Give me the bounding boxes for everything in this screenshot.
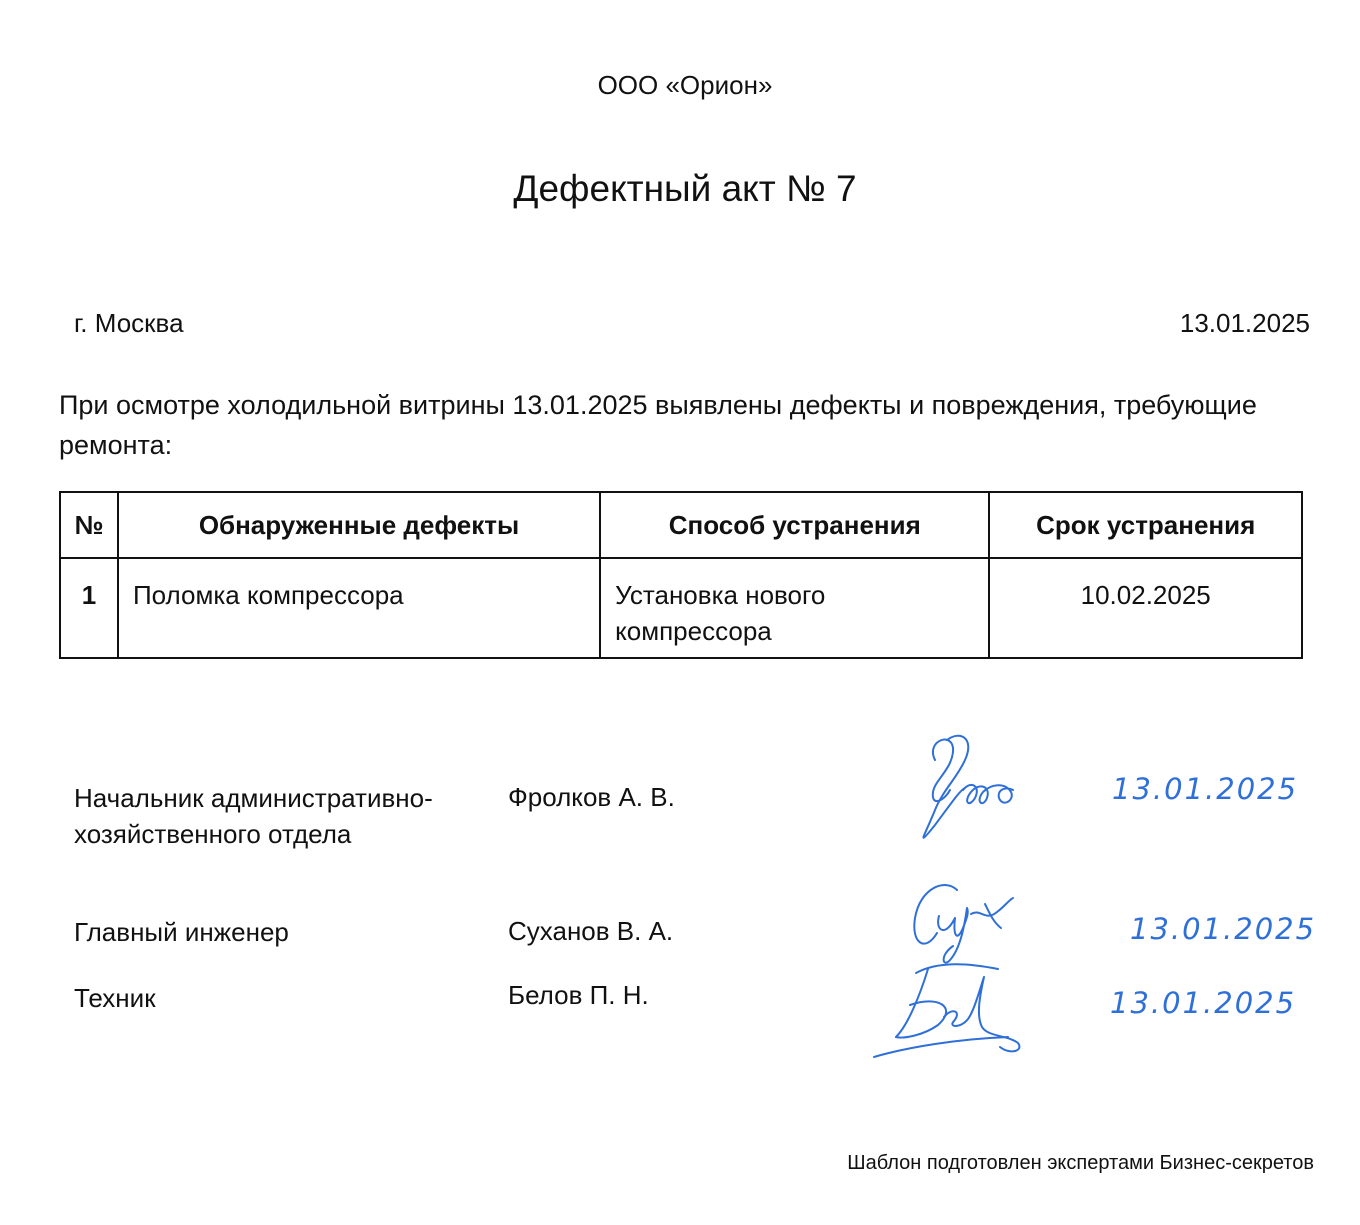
- template-footer-note: Шаблон подготовлен экспертами Бизнес-секретов: [847, 1152, 1314, 1174]
- handwritten-signature-belov: [868, 955, 1028, 1065]
- column-header-method: Способ устранения: [600, 492, 989, 558]
- signer-role-chief-engineer: Главный инженер: [74, 917, 289, 947]
- column-header-number: №: [60, 492, 118, 558]
- signature-date-belov: 13.01.2025: [1110, 986, 1297, 1020]
- handwritten-signature-frolkov: [905, 730, 1025, 860]
- document-date: 13.01.2025: [1179, 308, 1310, 338]
- row-number: 1: [60, 558, 118, 658]
- repair-deadline: 10.02.2025: [989, 558, 1302, 658]
- signer-name-frolkov: Фролков А. В.: [508, 782, 675, 812]
- signer-name-sukhanov: Суханов В. А.: [508, 916, 674, 946]
- signer-role-technician: Техник: [74, 983, 156, 1013]
- signature-date-sukhanov: 13.01.2025: [1130, 912, 1317, 946]
- column-header-defects: Обнаруженные дефекты: [118, 492, 600, 558]
- document-title: Дефектный акт № 7: [513, 168, 857, 209]
- city: г. Москва: [74, 308, 184, 338]
- column-header-deadline: Срок устранения: [989, 492, 1302, 558]
- table-row: [60, 558, 1302, 658]
- signature-date-frolkov: 13.01.2025: [1112, 772, 1299, 806]
- defect-description: Поломка компрессора: [118, 558, 600, 658]
- organization-name: ООО «Орион»: [597, 70, 773, 100]
- signer-name-belov: Белов П. Н.: [508, 980, 649, 1010]
- repair-method: Установка нового компрессора: [600, 558, 989, 658]
- defects-table: [59, 491, 1303, 659]
- table-header-row: [60, 492, 1302, 558]
- signer-role-head-admin: Начальник административно-хозяйственного отдела: [74, 783, 433, 849]
- intro-paragraph: При осмотре холодильной витрины 13.01.2025 выявлены дефекты и повреждения, требующие ремонта:: [59, 390, 1257, 460]
